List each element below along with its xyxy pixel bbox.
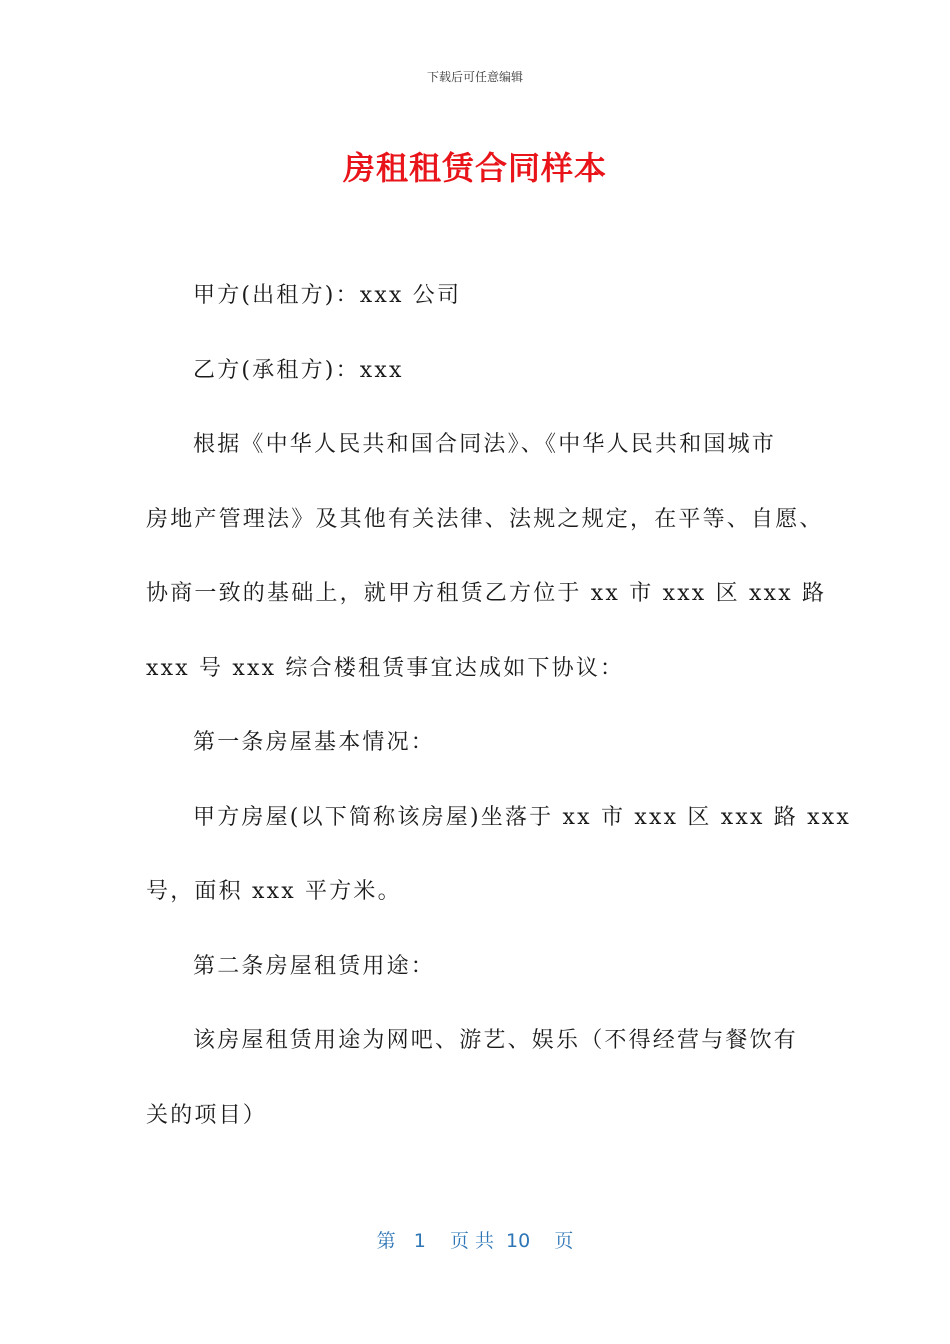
party-b-line: 乙方(承租方)：xxx — [193, 358, 404, 383]
article-2-text-line-1: 该房屋租赁用途为网吧、游艺、娱乐（不得经营与餐饮有 — [193, 1028, 799, 1053]
document-title: 房租租赁合同样本 — [342, 149, 607, 187]
preamble-line-4: xxx 号 xxx 综合楼租赁事宜达成如下协议： — [146, 656, 625, 681]
article-1-text-line-1: 甲方房屋(以下简称该房屋)坐落于 xx 市 xxx 区 xxx 路 xxx — [193, 805, 851, 830]
party-a-line: 甲方(出租方)：xxx 公司 — [193, 283, 462, 308]
header-note: 下载后可任意编辑 — [426, 70, 523, 84]
preamble-line-2: 房地产管理法》及其他有关法律、法规之规定，在平等、自愿、 — [146, 507, 824, 532]
preamble-line-1: 根据《中华人民共和国合同法》、《中华人民共和国城市 — [193, 432, 777, 457]
page-footer: 第 1 页 共 10 页 — [376, 1230, 574, 1252]
article-2-text-line-2: 关的项目） — [146, 1103, 268, 1128]
article-1-heading: 第一条房屋基本情况： — [193, 730, 436, 755]
article-2-heading: 第二条房屋租赁用途： — [193, 954, 436, 979]
preamble-line-3: 协商一致的基础上，就甲方租赁乙方位于 xx 市 xxx 区 xxx 路 — [146, 581, 827, 606]
article-1-text-line-2: 号，面积 xxx 平方米。 — [146, 879, 402, 904]
